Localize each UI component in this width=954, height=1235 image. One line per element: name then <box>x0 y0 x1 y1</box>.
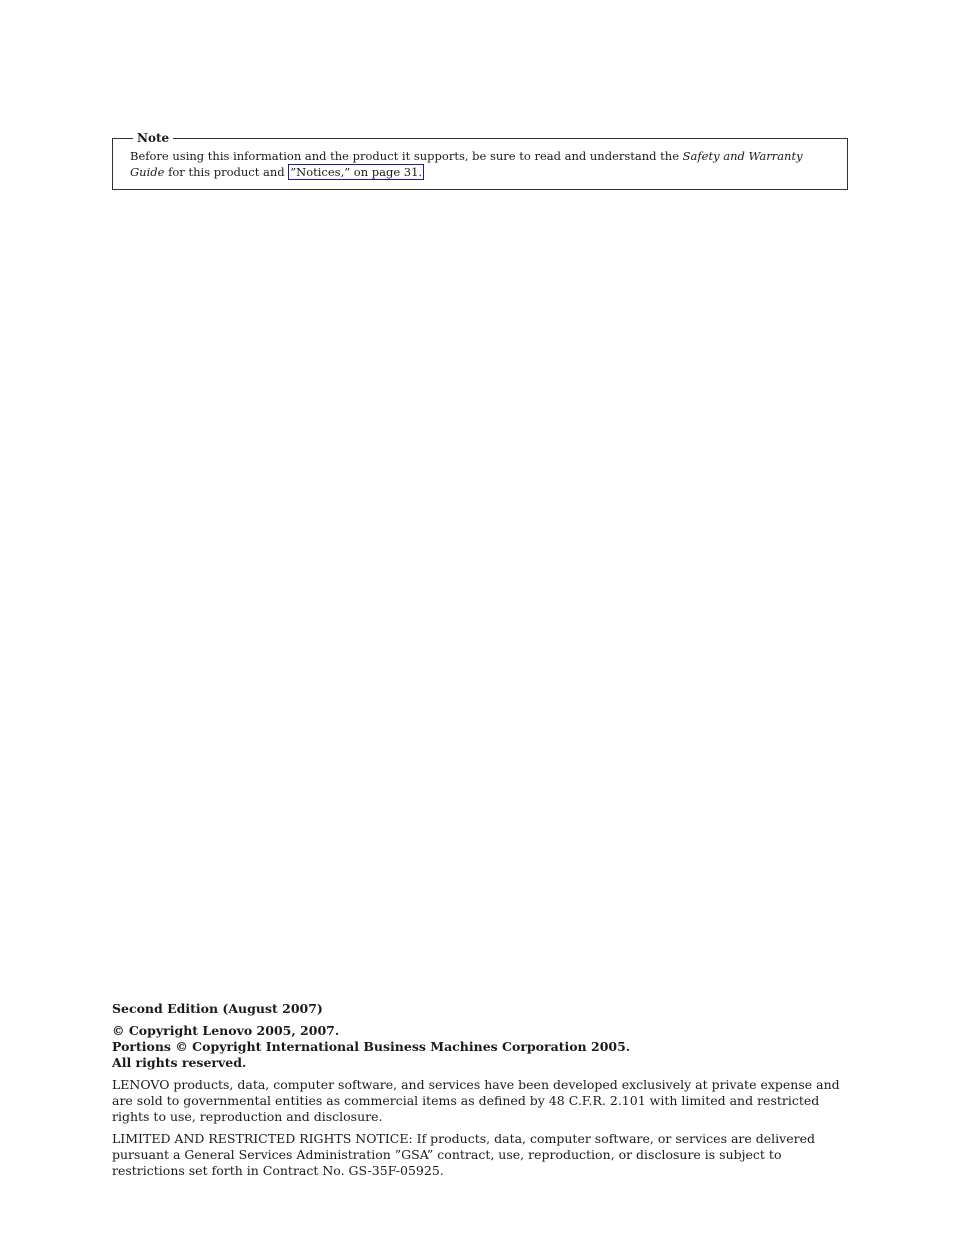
edition-notice <box>112 1001 852 1185</box>
note-heading: Note <box>133 130 173 146</box>
commercial-items-paragraph: LENOVO products, data, computer software, and services have been developed exclusively at private expense and are sold to governmental entities as commercial items as defined by 48 C.F.R. 2.101 with limited and restricted rights to use, reproduction and disclosure. <box>112 1077 840 1124</box>
note-box <box>112 131 848 190</box>
note-text-middle: for this product and <box>164 165 289 179</box>
rights-reserved: All rights reserved. <box>112 1055 247 1070</box>
guide-title: Safety and Warranty Guide <box>130 149 803 179</box>
edition-title: Second Edition (August 2007) <box>112 1001 323 1016</box>
notices-link[interactable]: ”Notices,” on page 31. <box>290 165 423 179</box>
restricted-rights-paragraph: LIMITED AND RESTRICTED RIGHTS NOTICE: If products, data, computer software, or services are delivered pursuant a General Services Administration ”GSA” contract, use, reproduction, or disclosure is subject to restrictions set forth in Contract No. GS-35F-05925. <box>112 1131 815 1178</box>
copyright-block <box>112 1023 852 1071</box>
copyright-ibm: Portions © Copyright International Business Machines Corporation 2005. <box>112 1039 631 1054</box>
note-text <box>130 148 832 180</box>
copyright-lenovo: © Copyright Lenovo 2005, 2007. <box>112 1023 340 1038</box>
note-text-before: Before using this information and the product it supports, be sure to read and understand the <box>130 149 683 163</box>
